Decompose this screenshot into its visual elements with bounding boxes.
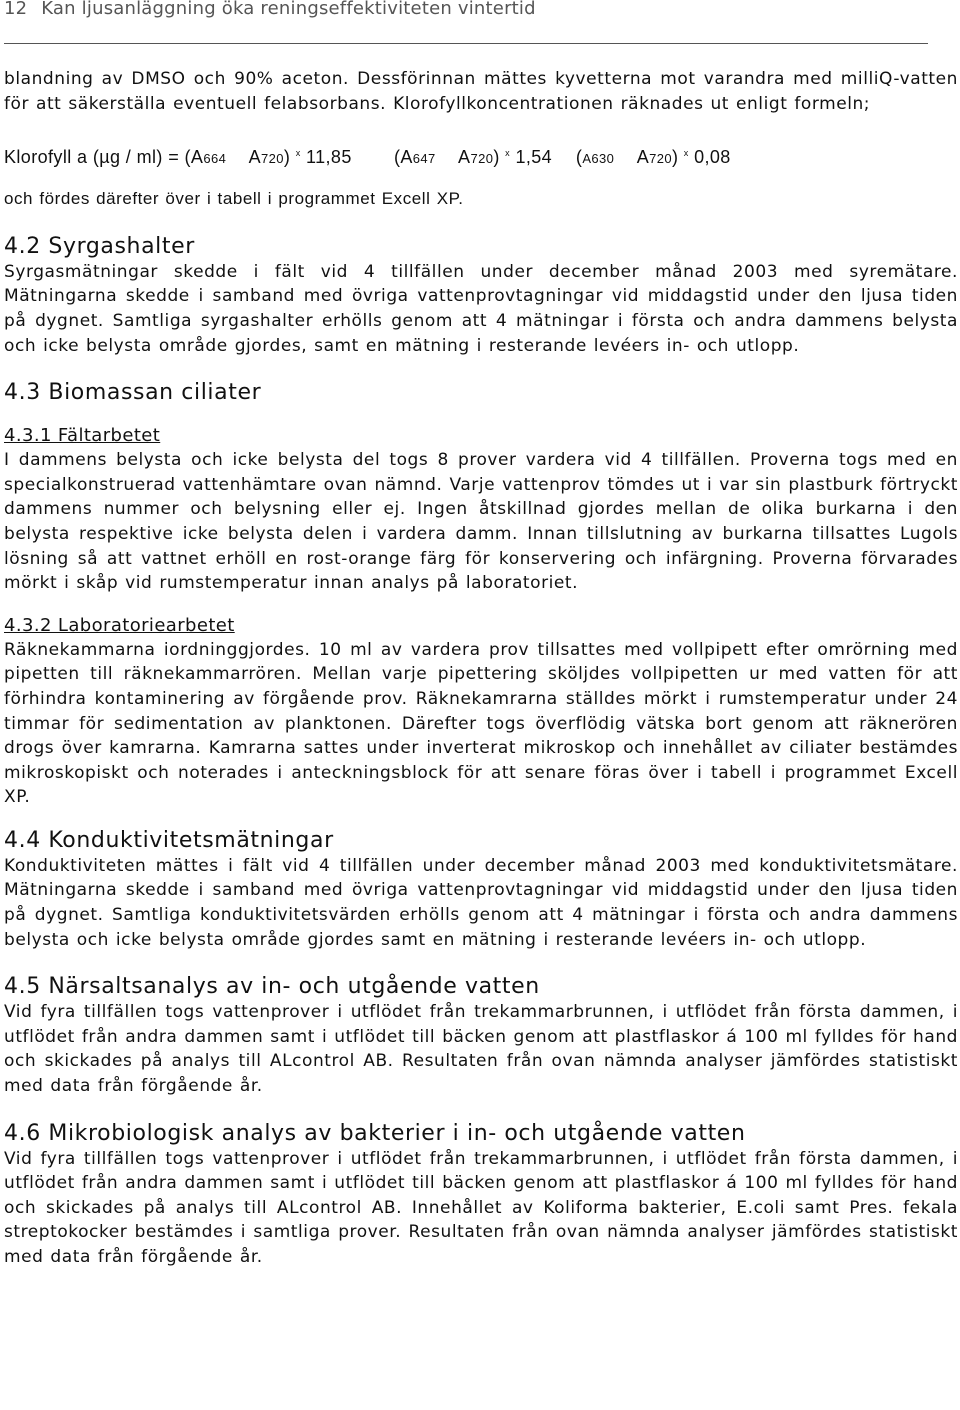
- section-body-4-4: Konduktiviteten mättes i fält vid 4 tillfällen under december månad 2003 med konduktivitetsmätare. Mätningarna skedde i samband med övriga vattenprovtagningar vid middagstid under den ljusa tiden på dygnet. Samtliga konduktivitetsvärden erhölls genom att 4 mätningar i första och andra dammens belysta och icke belysta område gjordes samt en mätning i resterande levéers in- och utlopp.: [4, 855, 958, 950]
- page-number: 12: [4, 0, 28, 19]
- chlorophyll-formula: [4, 141, 958, 171]
- after-formula-text: och fördes därefter över i tabell i programmet Excell XP.: [4, 189, 464, 209]
- document-body: [4, 67, 958, 1270]
- section-heading-4-6: 4.6 Mikrobiologisk analys av bakterier i in- och utgående vatten: [4, 1120, 746, 1146]
- formula-lhs: Klorofyll a (µg / ml) =: [4, 147, 185, 168]
- formula-term-3: (A630 A720) $^x$ 0,08: [575, 147, 731, 168]
- section-body-4-6: Vid fyra tillfällen togs vattenprover i utflödet från trekammarbrunnen, i utflödet från första dammen, i utflödet från andra dammen samt i utflödet till bäcken genom att plastflaskor á 100 ml fylldes för hand och skickades på analys till ALcontrol AB. Innehållet av Koliforma bakterier, E.coli samt Pres. fekala streptokocker bestämdes i samtliga prover. Resultaten från ovan nämnda analyser jämfördes statistiskt med data från förgående år.: [4, 1148, 958, 1267]
- section-heading-4-4: 4.4 Konduktivitetsmätningar: [4, 827, 334, 853]
- section-body-4-5: Vid fyra tillfällen togs vattenprover i utflödet från trekammarbrunnen, i utflödet från första dammen, i utflödet från andra dammen samt i utflödet till bäcken genom att plastflaskor á 100 ml fylldes för hand och skickades på analys till ALcontrol AB. Resultaten från ovan nämnda analyser jämfördes statistiskt med data från förgående år.: [4, 1002, 958, 1097]
- section-body-4-3-2: Räknekammarna iordninggjordes. 10 ml av vardera prov tillsattes med vollpipett efter omrörning med pipetten till räknekammarrören. Mellan varje pipettering sköljdes vollpipetten ur med vatten för att förhindra kontaminering av förgående prov. Räknekamrarna ställdes mörkt i rumstemperatur under 24 timmar för sedimentation av planktonen. Därefter togs överflödig vätska bort genom att räknerören drogs över kamrarna. Kamrarna sattes under inverterat mikroskop och innehållet av ciliater bestämdes mikroskopiskt och noterades i anteckningsblock för att senare föras över i tabell i programmet Excell XP.: [4, 639, 958, 808]
- page-header: [4, 0, 928, 19]
- section-body-4-3-1: I dammens belysta och icke belysta del togs 8 prover vardera vid 4 tillfällen. Proverna togs med en specialkonstruerad vattenhämtare ovan nämnd. Varje vattenprov tömdes ut i var sin plastburk förtryckt dammens nummer och belysning eller ej. Ingen åtskillnad gjordes mellan de olika burkarna i den belysta respektive icke belysta delen i vardera damm. Innan tillslutning av burkarna tillsattes Lugols lösning så att vattnet erhöll en rost-orange färg för konservering och infärgning. Proverna förvarades mörkt i skåp vid rumstemperatur innan analys på laboratoriet.: [4, 450, 958, 594]
- formula-term-2: (A647 A720) $^x$ 1,54: [393, 147, 553, 168]
- section-heading-4-3: 4.3 Biomassan ciliater: [4, 380, 262, 406]
- section-body-4-2: Syrgasmätningar skedde i fält vid 4 tillfällen under december månad 2003 med syremätare. Mätningarna skedde i samband med övriga vattenprovtagningar vid middagstid under den ljusa tiden på dygnet. Samtliga syrgashalter erhölls genom att 4 mätningar i första och andra dammens belysta och icke belysta område gjordes, samt en mätning i resterande levéers in- och utlopp.: [4, 261, 958, 356]
- section-heading-4-2: 4.2 Syrgashalter: [4, 233, 195, 259]
- section-heading-4-3-1: 4.3.1 Fältarbetet: [4, 425, 161, 447]
- formula-term-1: (A664 A720) $^x$ 11,85: [184, 147, 352, 168]
- header-rule: [4, 43, 928, 44]
- intro-paragraph: blandning av DMSO och 90% aceton. Dessförinnan mättes kyvetterna mot varandra med milliQ-vatten för att säkerställa eventuell felabsorbans. Klorofyllkoncentrationen räknades ut enligt formeln;: [4, 69, 958, 114]
- section-heading-4-3-2: 4.3.2 Laboratoriearbetet: [4, 614, 235, 636]
- running-title: Kan ljusanläggning öka reningseffektiviteten vintertid: [41, 0, 536, 19]
- section-heading-4-5: 4.5 Närsaltsanalys av in- och utgående vatten: [4, 974, 540, 1000]
